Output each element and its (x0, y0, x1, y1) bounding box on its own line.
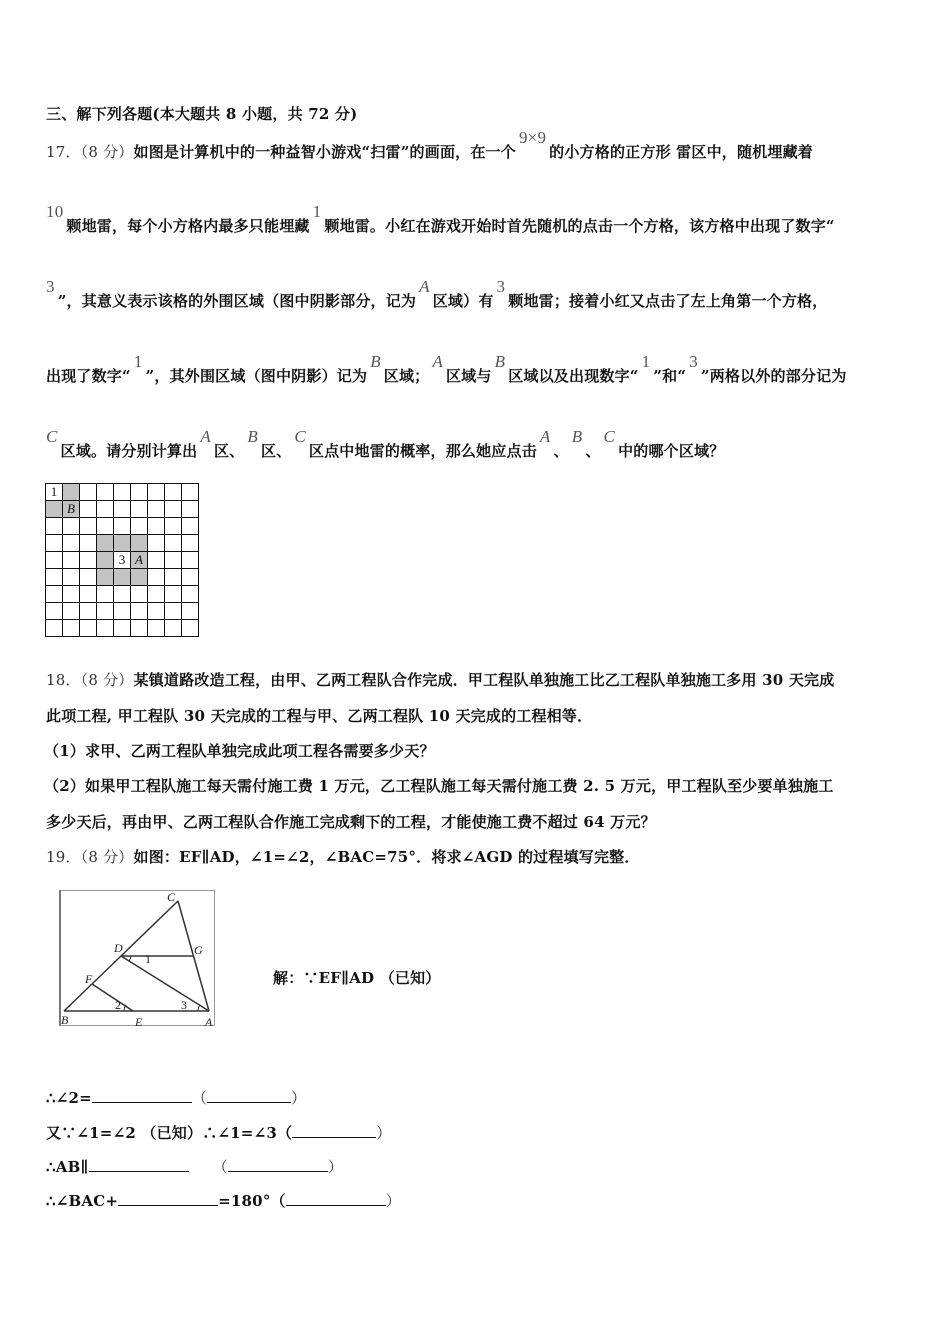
math-9x9: 9×9 (518, 128, 547, 147)
step-2 (46, 1122, 391, 1143)
math-1: 1 (133, 352, 143, 371)
grid-cell-shaded (97, 552, 114, 569)
grid-cell-shaded (131, 535, 148, 552)
math-C: C (294, 427, 306, 446)
reason-blank[interactable] (207, 1088, 291, 1103)
q17-line-2 (46, 202, 835, 236)
step-1 (46, 1087, 306, 1108)
q17-text: 区、 (213, 442, 245, 460)
step-text: ∴AB∥ (46, 1158, 89, 1176)
paren: ） (327, 1158, 344, 1176)
grid-cell-number-3: 3 (114, 552, 131, 569)
math-B: B (370, 352, 381, 371)
q19-stem (46, 846, 640, 867)
math-B: B (247, 427, 258, 446)
math-A: A (432, 352, 443, 371)
q17-text: 出现了数字“ (46, 367, 131, 385)
paren: ） (291, 1089, 307, 1107)
grid-cell-shaded (114, 535, 131, 552)
step-4 (46, 1190, 401, 1211)
solution-intro: 解：∵EF∥AD （已知） (273, 969, 441, 987)
minesweeper-grid (45, 483, 199, 637)
math-1: 1 (312, 202, 322, 221)
answer-blank[interactable] (89, 1157, 189, 1172)
reason-blank[interactable] (228, 1157, 328, 1172)
reason-blank[interactable] (292, 1123, 376, 1138)
label-F: F (85, 972, 93, 986)
q17-text: ”两格以外的部分记为 (700, 367, 847, 385)
section-header: 三、解下列各题(本大题共 8 小题，共 72 分) (46, 105, 358, 123)
paren: （ (191, 1089, 208, 1107)
reason-blank[interactable] (286, 1191, 386, 1206)
q17-text: 如图是计算机中的一种益智小游戏“扫雷”的画面，在一个 (133, 143, 516, 161)
math-1: 1 (641, 352, 651, 371)
label-D: D (114, 941, 123, 955)
label-angle-1: 1 (145, 952, 151, 966)
q17-text: 中的哪个区域？ (618, 442, 725, 460)
label-G: G (194, 943, 203, 957)
q18-line-2: 此项工程, 甲工程队 30 天完成的工程与甲、乙两工程队 10 天完成的工程相等． (46, 707, 593, 725)
math-C: C (603, 427, 616, 446)
answer-blank[interactable] (92, 1088, 192, 1103)
q17-line-5 (46, 427, 725, 461)
geometry-figure (59, 890, 215, 1026)
q17-text: 区、 (260, 442, 292, 460)
label-C: C (167, 890, 176, 904)
q17-text: 的小方格的正方形 雷区中，随机埋藏着 (549, 143, 813, 161)
math-3: 3 (46, 277, 55, 296)
label-angle-2: 2 (115, 998, 121, 1012)
grid-label-A: A (131, 552, 148, 569)
q18-part-2-line-1: （2）如果甲工程队施工每天需付施工费 1 万元，乙工程队施工每天需付施工费 2. 5 万元，甲工程队至少要单独施工 (44, 777, 834, 795)
math-A: A (539, 427, 551, 446)
grid-cell-shaded (63, 484, 80, 501)
separator: 、 (585, 442, 601, 460)
label-B: B (61, 1013, 69, 1026)
math-B: B (571, 427, 583, 446)
q18-part-2-line-2: 多少天后，再由甲、乙两工程队合作施工完成剩下的工程，才能使施工费不超过 64 万元？ (46, 813, 656, 831)
q17-number: 17．（8 分） (46, 143, 134, 161)
label-E: E (135, 1015, 143, 1026)
q17-text: 区域以及出现数字“ (508, 367, 639, 385)
step-3 (46, 1156, 343, 1177)
q17-text: 区域； (383, 367, 430, 385)
q17-text: 区域。请分别计算出 (60, 442, 198, 460)
grid-label-B: B (63, 501, 80, 518)
step-text: ∴∠BAC+ (46, 1192, 119, 1210)
q17-line-3 (46, 277, 828, 311)
grid-cell-shaded (46, 501, 63, 518)
q17-text: 颗地雷，每个小方格内最多只能埋藏 (66, 217, 310, 235)
math-10: 10 (46, 202, 64, 221)
label-angle-3: 3 (181, 998, 187, 1012)
math-C: C (46, 427, 58, 446)
math-A: A (200, 427, 211, 446)
q17-text: 区域）有 (432, 292, 494, 310)
paren: ） (376, 1124, 392, 1142)
answer-blank[interactable] (118, 1191, 218, 1206)
paren: ） (385, 1192, 401, 1210)
q18-line-1 (46, 669, 834, 690)
grid-cell-shaded (97, 569, 114, 586)
step-text: 又∵∠1=∠2 （已知）∴∠1=∠3（ (46, 1124, 293, 1142)
q17-text: ”，其外围区域（图中阴影）记为 (145, 367, 368, 385)
paren: （ (212, 1158, 228, 1176)
separator: 、 (553, 442, 569, 460)
q17-text: 颗地雷；接着小红又点击了左上角第一个方格， (508, 292, 828, 310)
q17-text: ”和“ (653, 367, 687, 385)
q18-part-1: （1）求甲、乙两工程队单独完成此项工程各需要多少天？ (44, 742, 435, 760)
q19-text: 如图：EF∥AD，∠1=∠2，∠BAC=75°．将求∠AGD 的过程填写完整． (133, 848, 640, 866)
q18-number: 18．（8 分） (46, 671, 134, 689)
label-A: A (205, 1015, 213, 1026)
q17-text: 区点中地雷的概率，那么她应点击 (308, 442, 537, 460)
step-text: ∴∠2= (46, 1089, 92, 1107)
q17-line-4 (46, 352, 847, 386)
grid-cell-number-1: 1 (46, 484, 63, 501)
math-B: B (494, 352, 506, 371)
q18-text: 某镇道路改造工程，由甲、乙两工程队合作完成．甲工程队单独施工比乙工程队单独施工多用 30 天完成 (133, 671, 835, 689)
q17-text: ”，其意义表示该格的外围区域（图中阴影部分，记为 (57, 292, 417, 310)
grid-cell-shaded (97, 535, 114, 552)
step-text: =180°（ (218, 1192, 286, 1210)
q17-text: 区域与 (445, 367, 492, 385)
math-3: 3 (496, 277, 506, 296)
grid-cell-shaded (131, 569, 148, 586)
q17-line-1 (46, 128, 813, 162)
math-3: 3 (689, 352, 698, 371)
grid-cell-shaded (114, 569, 131, 586)
math-A: A (419, 277, 430, 296)
q17-text: 颗地雷。小红在游戏开始时首先随机的点击一个方格，该方格中出现了数字“ (324, 217, 835, 235)
q19-number: 19．（8 分） (46, 848, 134, 866)
